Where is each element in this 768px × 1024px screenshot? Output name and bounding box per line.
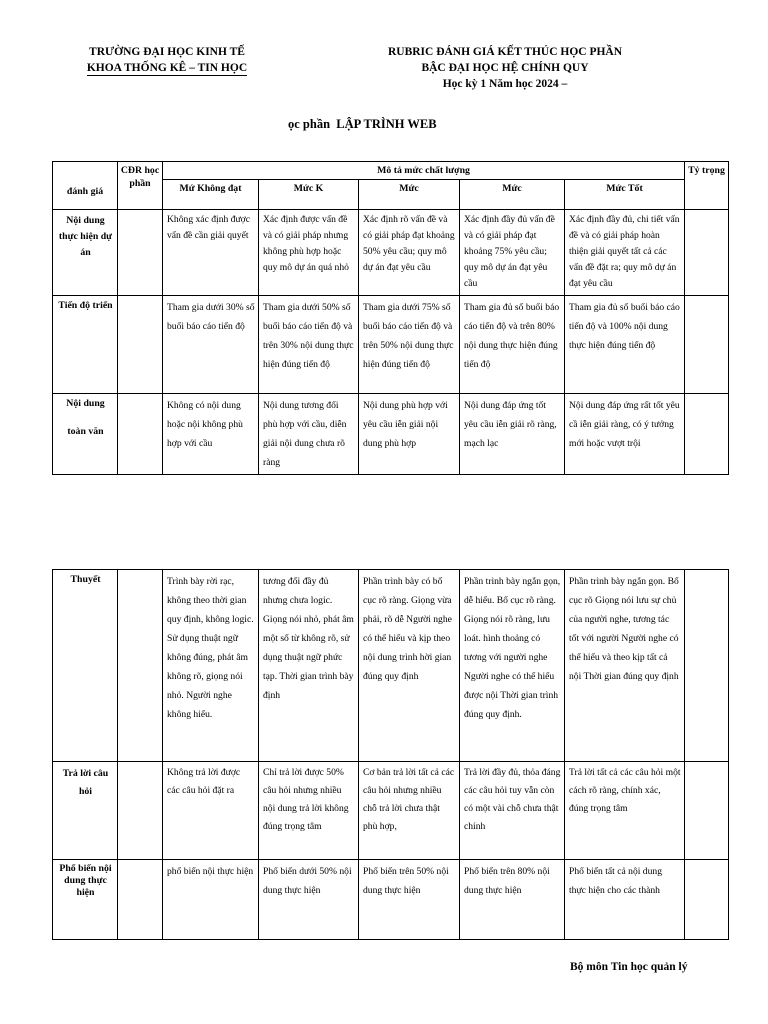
level-cell: Phổ biến dưới 50% nội dung thực hiện — [259, 860, 359, 940]
criterion-cell: Thuyết — [53, 570, 118, 762]
department-signature: Bộ môn Tin học quản lý — [570, 961, 688, 973]
level-header: Mức Tốt — [565, 180, 685, 210]
criterion-cell: Phổ biến nội dung thực hiện — [53, 860, 118, 940]
weight-cell — [685, 762, 729, 860]
school-header — [62, 44, 272, 76]
level-cell: Phổ biến trên 80% nội dung thực hiện — [460, 860, 565, 940]
level-cell: Trả lời tất cả các câu hỏi một cách rõ ràng, chính xác, đúng trọng tâm — [565, 762, 685, 860]
document-header — [340, 44, 670, 92]
rubric-table-top — [52, 161, 729, 475]
cdr-cell — [118, 210, 163, 296]
level-cell: Cơ bản trả lời tất cả các câu hỏi nhưng nhiều chỗ trả lời chưa thật phù hợp, — [359, 762, 460, 860]
cdr-header: CĐR học phần — [118, 162, 163, 210]
level-cell: Xác định được vấn đề và có giải pháp nhưng không phù hợp hoặc quy mô dự án quá nhỏ — [259, 210, 359, 296]
weight-cell — [685, 570, 729, 762]
school-name: TRƯỜNG ĐẠI HỌC KINH TẾ — [89, 46, 245, 58]
level-cell: Xác định đầy đủ, chi tiết vấn đề và có giải pháp hoàn thiện giải quyết tất cả các vấn đề đặt ra; quy mô dự án đạt yêu cầu — [565, 210, 685, 296]
criterion-cell: Nội dung toàn văn — [53, 394, 118, 475]
cdr-cell — [118, 570, 163, 762]
cdr-cell — [118, 296, 163, 394]
course-name: LẬP TRÌNH WEB — [336, 117, 437, 131]
level-cell: Không có nội dung hoặc nội không phù hợp với cầu — [163, 394, 259, 475]
level-header: Mứ Không đạt — [163, 180, 259, 210]
course-prefix: ọc phần — [288, 117, 331, 131]
level-cell: Trình bày rời rạc, không theo thời gian quy định, không logic. Sử dụng thuật ngữ không đúng, phát âm không rõ, giọng nói nhỏ. Người nghe không hiểu. — [163, 570, 259, 762]
cdr-cell — [118, 860, 163, 940]
cdr-cell — [118, 394, 163, 475]
level-cell: Nội dung đáp ứng tốt yêu cầu iễn giải rõ ràng, mạch lạc — [460, 394, 565, 475]
level-cell: Không xác định được vấn đề cần giải quyết — [163, 210, 259, 296]
quality-header: Mô tả mức chất lượng — [163, 162, 685, 180]
level-cell: Phần trình bày ngắn gọn, dễ hiểu. Bố cục rõ ràng. Giọng nói rõ ràng, lưu loát. hình thoảng có tương với người nghe Người nghe có thể hiểu được nội Thời gian trình đúng quy định. — [460, 570, 565, 762]
level-header: Mức — [460, 180, 565, 210]
level-cell: Tham gia dưới 30% số buổi báo cáo tiến độ — [163, 296, 259, 394]
rubric-table-bottom — [52, 569, 729, 940]
level-header: Mức K — [259, 180, 359, 210]
level-cell: Tham gia dưới 75% số buổi báo cáo tiến độ và trên 50% nội dung thực hiện đúng tiến độ — [359, 296, 460, 394]
weight-cell — [685, 296, 729, 394]
level-cell: Phổ biến trên 50% nội dung thực hiện — [359, 860, 460, 940]
level-cell: Nội dung đáp ứng rất tốt yêu cầ iễn giải ràng, có ý tưởng mới hoặc vượt trội — [565, 394, 685, 475]
level-cell: Xác định đầy đủ vấn đề và có giải pháp đạt khoảng 75% yêu cầu; quy mô dự án đạt yêu cầu — [460, 210, 565, 296]
level-cell: Phần trình bày có bố cục rõ ràng. Giọng vừa phải, rõ dễ Người nghe có thể hiểu và kịp theo nội dung trình hời gian đúng quy định — [359, 570, 460, 762]
course-title — [288, 117, 437, 132]
level-cell: Chỉ trả lời được 50% câu hỏi nhưng nhiều nội dung trả lời không đúng trọng tâm — [259, 762, 359, 860]
level-cell: Phần trình bày ngắn gọn. Bố cục rõ Giọng nói lưu sự chủ của người nghe, tương tác tốt với người Người nghe có thể hiểu và theo kịp tất cả nội Thời gian đúng quy định — [565, 570, 685, 762]
criterion-cell: Nội dung thực hiện dự án — [53, 210, 118, 296]
level-cell: Phổ biến tất cả nội dung thực hiện cho các thành — [565, 860, 685, 940]
level-cell: Tham gia dưới 50% số buổi báo cáo tiến độ và trên 30% nội dung thực hiện đúng tiến độ — [259, 296, 359, 394]
term-year: Học kỳ 1 Năm học 2024 – — [442, 78, 568, 90]
cdr-cell — [118, 762, 163, 860]
weight-cell — [685, 210, 729, 296]
level-cell: Trả lời đầy đủ, thỏa đáng các câu hỏi tuy vẫn còn có một vài chỗ chưa thật chính — [460, 762, 565, 860]
weight-cell — [685, 860, 729, 940]
level-cell: Không trả lời được các câu hỏi đặt ra — [163, 762, 259, 860]
faculty-name: KHOA THỐNG KÊ – TIN HỌC — [86, 62, 248, 74]
program-level: BẬC ĐẠI HỌC HỆ CHÍNH QUY — [421, 62, 589, 74]
criteria-header: đánh giá — [53, 162, 118, 210]
level-cell: Nội dung phù hợp với yêu cầu iễn giải nội dung phù hợp — [359, 394, 460, 475]
level-cell: Nội dung tương đối phù hợp với cầu, diễn giải nội dung chưa rõ ràng — [259, 394, 359, 475]
level-cell: phổ biến nội thực hiện — [163, 860, 259, 940]
weight-header: Tỷ trọng — [685, 162, 729, 210]
criterion-cell: Trả lời câu hỏi — [53, 762, 118, 860]
level-cell: Tham gia đủ số buổi báo cáo tiến độ và 100% nội dung thực hiện đúng tiến độ — [565, 296, 685, 394]
document-title: RUBRIC ĐÁNH GIÁ KẾT THÚC HỌC PHẦN — [387, 46, 623, 58]
level-cell: Xác định rõ vấn đề và có giải pháp đạt khoảng 50% yêu cầu; quy mô dự án đạt yêu cầu — [359, 210, 460, 296]
level-cell: tương đối đầy đủ nhưng chưa logic. Giọng nói nhỏ, phát âm một số từ không rõ, sử dụng thuật ngữ phức tạp. Thời gian trình bày định — [259, 570, 359, 762]
criterion-cell: Tiến độ triển — [53, 296, 118, 394]
level-header: Mức — [359, 180, 460, 210]
level-cell: Tham gia đủ số buổi báo cáo tiến độ và trên 80% nội dung thực hiện đúng tiến độ — [460, 296, 565, 394]
weight-cell — [685, 394, 729, 475]
